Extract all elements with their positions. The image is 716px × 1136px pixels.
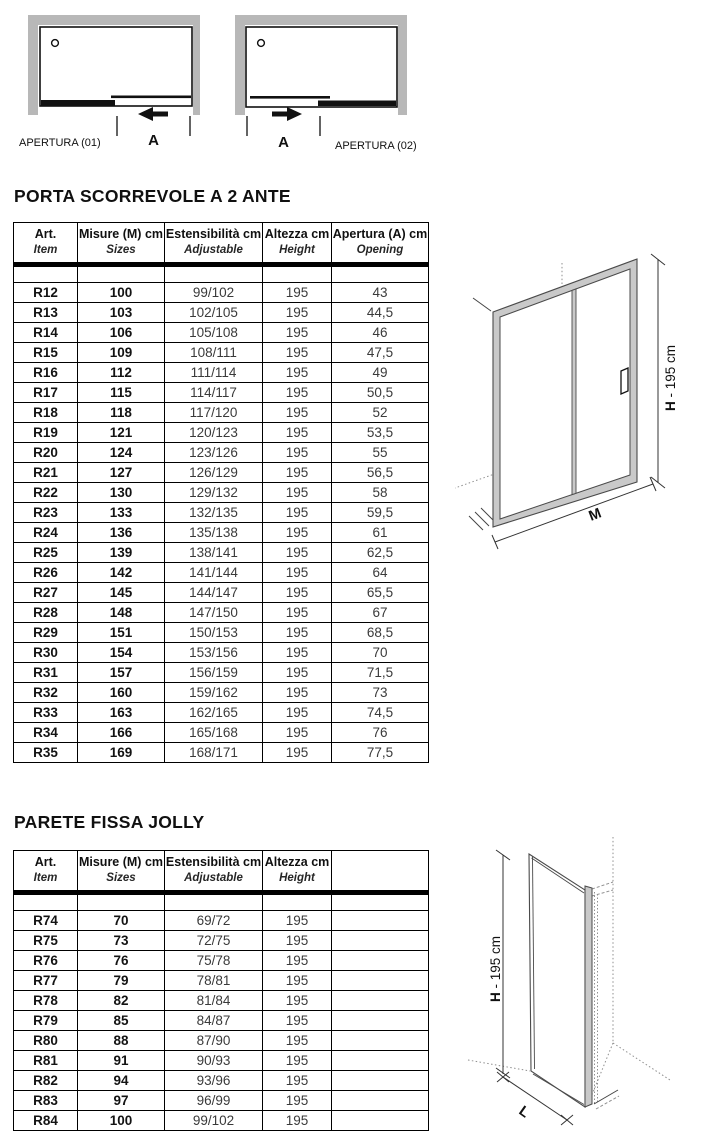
- table-cell: 65,5: [332, 583, 429, 603]
- table-cell: [332, 911, 429, 931]
- table-row: [14, 951, 429, 971]
- table-row: [14, 543, 429, 563]
- table-row: [14, 643, 429, 663]
- table-cell: R77: [14, 971, 78, 991]
- spacer-row: [14, 265, 429, 283]
- table-cell: R22: [14, 483, 78, 503]
- table-cell: 130: [78, 483, 165, 503]
- table-cell: 78/81: [165, 971, 263, 991]
- table-cell: 195: [263, 583, 332, 603]
- column-sublabel: Height: [279, 872, 315, 884]
- table-cell: 159/162: [165, 683, 263, 703]
- table-cell: 120/123: [165, 423, 263, 443]
- table-row: [14, 303, 429, 323]
- apertura-01-diagram: [14, 8, 214, 153]
- table-cell: R84: [14, 1111, 78, 1131]
- table-cell: 69/72: [165, 911, 263, 931]
- glass-panel: [529, 854, 585, 1107]
- wall-top: [28, 15, 200, 25]
- table-row: [14, 931, 429, 951]
- table-cell: 53,5: [332, 423, 429, 443]
- porta-scorrevole-table: [13, 222, 429, 763]
- table-cell: R29: [14, 623, 78, 643]
- table-row: [14, 483, 429, 503]
- table-cell: 47,5: [332, 343, 429, 363]
- sliding-door-figure: [455, 245, 716, 550]
- table-cell: 195: [263, 723, 332, 743]
- table-cell: R16: [14, 363, 78, 383]
- table-cell: 88: [78, 1031, 165, 1051]
- table-cell: 96/99: [165, 1091, 263, 1111]
- table-cell: 59,5: [332, 503, 429, 523]
- table-row: [14, 523, 429, 543]
- column-label: Altezza cm: [264, 855, 330, 869]
- table-cell: 73: [332, 683, 429, 703]
- table-row: [14, 423, 429, 443]
- table-cell: 68,5: [332, 623, 429, 643]
- table-cell: R28: [14, 603, 78, 623]
- table-row: [14, 911, 429, 931]
- table-cell: [332, 971, 429, 991]
- table-cell: [332, 1031, 429, 1051]
- table-cell: 44,5: [332, 303, 429, 323]
- table-row: [14, 1111, 429, 1131]
- table-cell: 195: [263, 303, 332, 323]
- table-cell: 115: [78, 383, 165, 403]
- table-cell: 163: [78, 703, 165, 723]
- table-cell: 195: [263, 623, 332, 643]
- table-cell: [332, 1011, 429, 1031]
- table-cell: 97: [78, 1091, 165, 1111]
- table-cell: 74,5: [332, 703, 429, 723]
- table-cell: 195: [263, 643, 332, 663]
- table-cell: 70: [78, 911, 165, 931]
- column-label: Apertura (A) cm: [332, 227, 428, 241]
- table-cell: 195: [263, 463, 332, 483]
- table-cell: 99/102: [165, 283, 263, 303]
- table-cell: 144/147: [165, 583, 263, 603]
- table-cell: 82: [78, 991, 165, 1011]
- column-header: [78, 223, 165, 265]
- h-dim-label: H - 195 cm: [663, 344, 678, 411]
- table-cell: R82: [14, 1071, 78, 1091]
- table-cell: 114/117: [165, 383, 263, 403]
- table-cell: 195: [263, 683, 332, 703]
- table-cell: R74: [14, 911, 78, 931]
- table-cell: 195: [263, 383, 332, 403]
- table-cell: R21: [14, 463, 78, 483]
- dim-tick: [492, 535, 498, 549]
- sliding-panel: [250, 96, 330, 99]
- column-header: [263, 223, 332, 265]
- table-cell: 195: [263, 663, 332, 683]
- dim-label-a: A: [278, 134, 289, 151]
- table-cell: 100: [78, 1111, 165, 1131]
- table-cell: 195: [263, 503, 332, 523]
- table-cell: 169: [78, 743, 165, 763]
- table-cell: 99/102: [165, 1111, 263, 1131]
- table-cell: 102/105: [165, 303, 263, 323]
- table-cell: 195: [263, 743, 332, 763]
- table-cell: 195: [263, 951, 332, 971]
- wall-right: [193, 15, 200, 115]
- wall-profile: [585, 886, 592, 1107]
- table-row: [14, 743, 429, 763]
- table-cell: [332, 1111, 429, 1131]
- table-cell: 127: [78, 463, 165, 483]
- table-cell: 91: [78, 1051, 165, 1071]
- table-cell: 195: [263, 543, 332, 563]
- m-dim-label: M: [586, 505, 604, 525]
- table-cell: 150/153: [165, 623, 263, 643]
- table-cell: 85: [78, 1011, 165, 1031]
- construction-line: [613, 1043, 670, 1080]
- table-row: [14, 443, 429, 463]
- table-cell: 117/120: [165, 403, 263, 423]
- column-sublabel: Sizes: [106, 244, 136, 256]
- column-sublabel: Sizes: [106, 872, 136, 884]
- table-cell: 139: [78, 543, 165, 563]
- table-cell: 166: [78, 723, 165, 743]
- table-cell: 195: [263, 443, 332, 463]
- column-label: Altezza cm: [264, 227, 330, 241]
- column-label: Misure (M) cm: [78, 855, 164, 869]
- table-row: [14, 1091, 429, 1111]
- table-cell: 195: [263, 323, 332, 343]
- table-cell: R24: [14, 523, 78, 543]
- table-cell: 84/87: [165, 1011, 263, 1031]
- table-cell: 165/168: [165, 723, 263, 743]
- table-cell: 112: [78, 363, 165, 383]
- table-cell: R13: [14, 303, 78, 323]
- table-cell: 195: [263, 1011, 332, 1031]
- table-row: [14, 1051, 429, 1071]
- table-cell: 147/150: [165, 603, 263, 623]
- parete-fissa-table: [13, 850, 429, 1131]
- table-cell: R79: [14, 1011, 78, 1031]
- table-cell: 195: [263, 971, 332, 991]
- fixed-panel: [318, 101, 396, 107]
- table-cell: 195: [263, 603, 332, 623]
- table-cell: 195: [263, 483, 332, 503]
- table-cell: 129/132: [165, 483, 263, 503]
- table-cell: R75: [14, 931, 78, 951]
- table-cell: R81: [14, 1051, 78, 1071]
- table-cell: 195: [263, 703, 332, 723]
- table-cell: 195: [263, 1111, 332, 1131]
- table-cell: 133: [78, 503, 165, 523]
- column-header: [14, 223, 78, 265]
- table-cell: [332, 1071, 429, 1091]
- table-cell: [332, 1051, 429, 1071]
- table-cell: 168/171: [165, 743, 263, 763]
- table-cell: 145: [78, 583, 165, 603]
- table-cell: 50,5: [332, 383, 429, 403]
- table-cell: R20: [14, 443, 78, 463]
- table-cell: 75/78: [165, 951, 263, 971]
- table-cell: 111/114: [165, 363, 263, 383]
- table-cell: R35: [14, 743, 78, 763]
- table-cell: 195: [263, 1091, 332, 1111]
- section-title-parete-fissa: PARETE FISSA JOLLY: [14, 812, 205, 832]
- table-cell: 195: [263, 403, 332, 423]
- table-cell: 58: [332, 483, 429, 503]
- table-cell: [332, 1091, 429, 1111]
- table-cell: 100: [78, 283, 165, 303]
- table-cell: 67: [332, 603, 429, 623]
- table-row: [14, 323, 429, 343]
- column-sublabel: Adjustable: [184, 244, 243, 256]
- shower-outline: [246, 27, 397, 107]
- table-cell: 46: [332, 323, 429, 343]
- wall-right: [398, 15, 407, 115]
- table-cell: 49: [332, 363, 429, 383]
- wall-leader: [473, 298, 491, 311]
- table-cell: 136: [78, 523, 165, 543]
- table-row: [14, 683, 429, 703]
- table-cell: [332, 951, 429, 971]
- table-row: [14, 503, 429, 523]
- fixed-panel: [41, 100, 115, 106]
- table-cell: R15: [14, 343, 78, 363]
- table-cell: 160: [78, 683, 165, 703]
- column-header: [332, 851, 429, 893]
- table-row: [14, 971, 429, 991]
- column-header: [78, 851, 165, 893]
- table-cell: 151: [78, 623, 165, 643]
- table-cell: 153/156: [165, 643, 263, 663]
- table-cell: 195: [263, 1031, 332, 1051]
- column-header: [165, 223, 263, 265]
- table-cell: 162/165: [165, 703, 263, 723]
- table-cell: R31: [14, 663, 78, 683]
- table-cell: 93/96: [165, 1071, 263, 1091]
- spacer-cell: [14, 265, 78, 283]
- apertura-01-label: APERTURA (01): [19, 137, 101, 149]
- table-cell: 195: [263, 363, 332, 383]
- arrow-right-icon: [272, 107, 302, 121]
- table-cell: [332, 991, 429, 1011]
- table-cell: 73: [78, 931, 165, 951]
- knob-icon: [52, 40, 59, 47]
- table-cell: 76: [332, 723, 429, 743]
- column-label: Misure (M) cm: [78, 227, 164, 241]
- column-sublabel: Adjustable: [184, 872, 243, 884]
- table-cell: 62,5: [332, 543, 429, 563]
- header-row: [14, 851, 429, 893]
- table-row: [14, 1011, 429, 1031]
- table-cell: 81/84: [165, 991, 263, 1011]
- table-row: [14, 403, 429, 423]
- apertura-02-label: APERTURA (02): [335, 140, 417, 152]
- table-cell: 195: [263, 1051, 332, 1071]
- table-cell: R78: [14, 991, 78, 1011]
- spacer-cell: [14, 893, 78, 911]
- table-cell: 56,5: [332, 463, 429, 483]
- wall-left: [235, 15, 245, 115]
- table-cell: 61: [332, 523, 429, 543]
- spacer-cell: [165, 893, 263, 911]
- spacer-cell: [332, 893, 429, 911]
- column-label: Estensibilità cm: [165, 855, 262, 869]
- column-header: [263, 851, 332, 893]
- table-row: [14, 1071, 429, 1091]
- panel-divider: [572, 289, 576, 495]
- table-cell: 195: [263, 563, 332, 583]
- column-label: Art.: [34, 855, 57, 869]
- table-cell: 90/93: [165, 1051, 263, 1071]
- table-row: [14, 1031, 429, 1051]
- table-cell: 52: [332, 403, 429, 423]
- table-cell: 195: [263, 283, 332, 303]
- table-cell: 135/138: [165, 523, 263, 543]
- column-header: [332, 223, 429, 265]
- table-row: [14, 703, 429, 723]
- table-row: [14, 623, 429, 643]
- knob-icon: [258, 40, 265, 47]
- fixed-panel-figure: [460, 832, 716, 1132]
- table-cell: 87/90: [165, 1031, 263, 1051]
- table-cell: 71,5: [332, 663, 429, 683]
- table-cell: 106: [78, 323, 165, 343]
- table-cell: 126/129: [165, 463, 263, 483]
- column-header: [165, 851, 263, 893]
- table-cell: 195: [263, 343, 332, 363]
- table-cell: R34: [14, 723, 78, 743]
- table-cell: 109: [78, 343, 165, 363]
- table-cell: R27: [14, 583, 78, 603]
- table-row: [14, 563, 429, 583]
- table-cell: R83: [14, 1091, 78, 1111]
- table-cell: 157: [78, 663, 165, 683]
- table-cell: 148: [78, 603, 165, 623]
- table-cell: R23: [14, 503, 78, 523]
- table-cell: R18: [14, 403, 78, 423]
- table-row: [14, 283, 429, 303]
- table-cell: 156/159: [165, 663, 263, 683]
- column-label: Art.: [34, 227, 57, 241]
- table-cell: R25: [14, 543, 78, 563]
- l-dim-label: L: [515, 1103, 533, 1122]
- spacer-cell: [165, 265, 263, 283]
- table-cell: 195: [263, 911, 332, 931]
- construction-line: [468, 1060, 530, 1071]
- column-sublabel: Opening: [356, 244, 404, 256]
- column-sublabel: Item: [33, 244, 58, 256]
- construction-line: [592, 882, 613, 889]
- table-row: [14, 663, 429, 683]
- table-cell: 103: [78, 303, 165, 323]
- table-cell: 76: [78, 951, 165, 971]
- spacer-cell: [78, 893, 165, 911]
- table-cell: 55: [332, 443, 429, 463]
- table-cell: 108/111: [165, 343, 263, 363]
- spacer-cell: [78, 265, 165, 283]
- table-cell: R30: [14, 643, 78, 663]
- table-cell: 105/108: [165, 323, 263, 343]
- table-cell: R32: [14, 683, 78, 703]
- table-cell: R12: [14, 283, 78, 303]
- spacer-cell: [332, 265, 429, 283]
- table-row: [14, 463, 429, 483]
- table-cell: 43: [332, 283, 429, 303]
- table-cell: [332, 931, 429, 951]
- table-cell: 195: [263, 931, 332, 951]
- table-cell: 72/75: [165, 931, 263, 951]
- wall-left: [28, 15, 38, 115]
- table-cell: R19: [14, 423, 78, 443]
- table-cell: 118: [78, 403, 165, 423]
- table-cell: 138/141: [165, 543, 263, 563]
- table-row: [14, 383, 429, 403]
- h-dim-label: H - 195 cm: [488, 935, 503, 1002]
- table-cell: 154: [78, 643, 165, 663]
- table-row: [14, 583, 429, 603]
- table-cell: R17: [14, 383, 78, 403]
- table-cell: 77,5: [332, 743, 429, 763]
- table-cell: R14: [14, 323, 78, 343]
- table-cell: 70: [332, 643, 429, 663]
- sliding-panel: [111, 96, 191, 99]
- table-cell: R80: [14, 1031, 78, 1051]
- table-cell: 79: [78, 971, 165, 991]
- table-row: [14, 991, 429, 1011]
- spacer-cell: [263, 265, 332, 283]
- spacer-cell: [263, 893, 332, 911]
- dim-label-a: A: [148, 132, 159, 149]
- table-cell: 195: [263, 423, 332, 443]
- section-title-porta-scorrevole: PORTA SCORREVOLE A 2 ANTE: [14, 186, 291, 206]
- door-handle-icon: [621, 368, 628, 394]
- profile-base-dashed: [596, 1096, 619, 1109]
- table-cell: R26: [14, 563, 78, 583]
- wall-top: [235, 15, 407, 25]
- table-cell: R76: [14, 951, 78, 971]
- table-cell: 142: [78, 563, 165, 583]
- table-cell: 195: [263, 991, 332, 1011]
- table-cell: 132/135: [165, 503, 263, 523]
- table-row: [14, 723, 429, 743]
- column-sublabel: Item: [33, 872, 58, 884]
- column-label: Estensibilità cm: [165, 227, 262, 241]
- table-row: [14, 363, 429, 383]
- table-cell: 195: [263, 1071, 332, 1091]
- column-sublabel: Height: [279, 244, 315, 256]
- table-cell: 64: [332, 563, 429, 583]
- table-row: [14, 603, 429, 623]
- header-row: [14, 223, 429, 265]
- construction-line: [592, 890, 613, 896]
- column-header: [14, 851, 78, 893]
- table-cell: 141/144: [165, 563, 263, 583]
- table-row: [14, 343, 429, 363]
- table-cell: R33: [14, 703, 78, 723]
- table-cell: 124: [78, 443, 165, 463]
- table-cell: 123/126: [165, 443, 263, 463]
- apertura-02-diagram: [220, 8, 420, 153]
- table-cell: 94: [78, 1071, 165, 1091]
- spacer-row: [14, 893, 429, 911]
- arrow-left-icon: [138, 107, 168, 121]
- table-cell: 121: [78, 423, 165, 443]
- table-cell: 195: [263, 523, 332, 543]
- shower-outline: [40, 27, 192, 106]
